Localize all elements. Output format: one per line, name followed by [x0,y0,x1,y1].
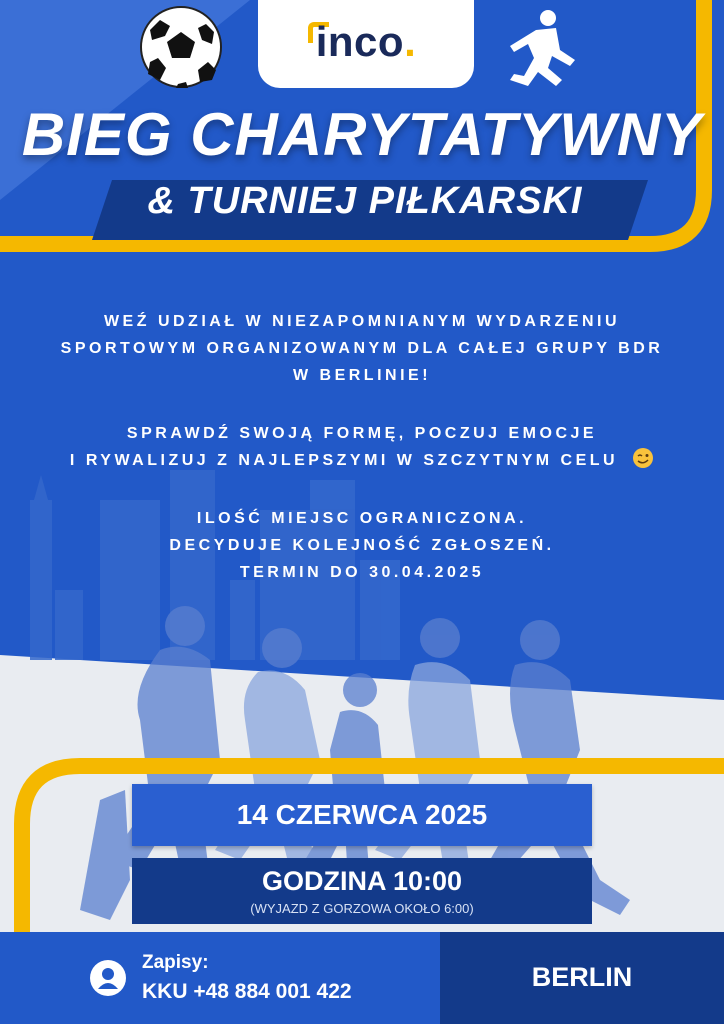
soccer-ball-icon [141,7,221,88]
event-time: GODZINA 10:00 [261,866,463,896]
limits-line: ILOŚĆ MIEJSC OGRANICZONA. [196,510,528,527]
user-icon [90,960,126,996]
event-city: BERLIN [531,962,633,992]
title-sub: & TURNIEJ PIŁKARSKI [147,180,583,222]
signup-label: Zapisy: [142,952,209,973]
challenge-line: SPRAWDŹ SWOJĄ FORMĘ, POCZUJ EMOCJE [126,425,598,442]
intro-line: WEŹ UDZIAŁ W NIEZAPOMNIANYM WYDARZENIU [103,313,621,330]
intro-line: SPORTOWYM ORGANIZOWANYM DLA CAŁEJ GRUPY BDR [60,340,664,357]
company-logo: inco. [315,18,417,65]
challenge-line: I RYWALIZUJ Z NAJLEPSZYMI W SZCZYTNYM CELU [20,447,704,474]
runner-icon [510,10,575,86]
time-box [132,858,592,924]
event-date: 14 CZERWCA 2025 [236,799,488,830]
limits-line: DECYDUJE KOLEJNOŚĆ ZGŁOSZEŃ. [169,537,555,554]
limits-text [20,505,704,586]
challenge-text [20,420,704,474]
intro-line: W BERLINIE! [292,367,432,384]
wink-emoji-icon [632,447,654,469]
limits-line: TERMIN DO 30.04.2025 [239,564,485,581]
signup-panel [0,932,440,1024]
intro-text [20,308,704,389]
title-main: BIEG CHARYTATYWNY [21,101,703,168]
logo-box [258,0,474,88]
signup-contact: KKU +48 884 001 422 [142,980,352,1003]
departure-note: (WYJAZD Z GORZOWA OKOŁO 6:00) [250,901,474,916]
date-box [132,784,592,846]
